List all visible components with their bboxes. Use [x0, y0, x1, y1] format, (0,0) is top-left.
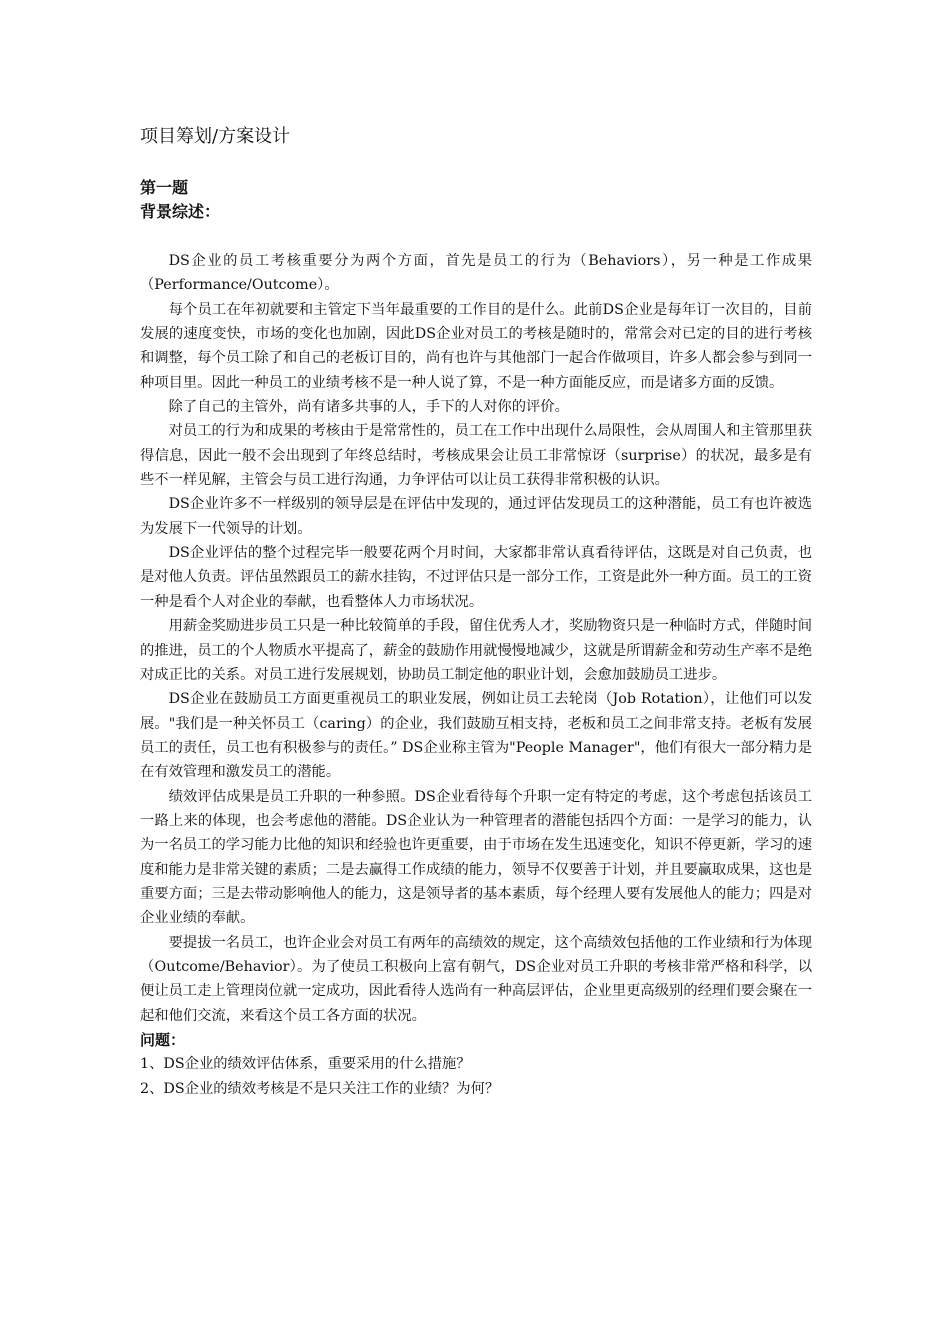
case-body — [140, 249, 812, 1101]
paragraph: DS企业在鼓励员工方面更重视员工的职业发展，例如让员工去轮岗（Job Rotation），让他们可以发展。"我们是一种关怀员工（caring）的企业，我们鼓励互相支持，老板和员工之间非常支持。老板有发展员工的责任，员工也有积极参与的责任。” DS企业称主管为"People Manager"，他们有很大一部分精力是在有效管理和激发员工的潜能。 — [140, 691, 812, 781]
document-title: 项目筹划/方案设计 — [140, 126, 291, 147]
paragraph: 每个员工在年初就要和主管定下当年最重要的工作目的是什么。此前DS企业是每年订一次目的，目前发展的速度变快，市场的变化也加剧，因此DS企业对员工的考核是随时的，常常会对已定的目的进行考核和调整，每个员工除了和自己的老板订目的，尚有也许与其他部门一起合作做项目，许多人都会参与到同一种项目里。因此一种员工的业绩考核不是一种人说了算，不是一种方面能反应，而是诸多方面的反馈。 — [140, 301, 812, 391]
paragraph: 要提拔一名员工，也许企业会对员工有两年的高绩效的规定，这个高绩效包括他的工作业绩和行为体现（Outcome/Behavior）。为了使员工积极向上富有朝气，DS企业对员工升职的考核非常严格和科学，以便让员工走上管理岗位就一定成功，因此看待人选尚有一种高层评估，企业里更高级别的经理们要会聚在一起和他们交流，来看这个员工各方面的状况。 — [140, 934, 812, 1024]
question-item: 1、DS企业的绩效评估体系，重要采用的什么措施？ — [140, 1056, 471, 1073]
paragraph: 用薪金奖励进步员工只是一种比较简单的手段，留住优秀人才，奖励物资只是一种临时方式，伴随时间的推进，员工的个人物质水平提高了，薪金的鼓励作用就慢慢地减少，这就是所谓薪金和劳动生产率不是绝对成正比的关系。对员工进行发展规划，协助员工制定他的职业计划，会愈加鼓励员工进步。 — [140, 618, 812, 683]
paragraph: DS企业许多不一样级别的领导层是在评估中发现的，通过评估发现员工的这种潜能，员工有也许被选为发展下一代领导的计划。 — [140, 496, 812, 537]
paragraph: DS企业的员工考核重要分为两个方面，首先是员工的行为（Behaviors），另一种是工作成果（Performance/Outcome）。 — [140, 253, 812, 294]
paragraph: 对员工的行为和成果的考核由于是常常性的，员工在工作中出现什么局限性，会从周围人和主管那里获得信息，因此一般不会出现到了年终总结时，考核成果会让员工非常惊讶（surprise）的状况，最多是有些不一样见解，主管会与员工进行沟通，力争评估可以让员工获得非常积极的认识。 — [140, 423, 812, 489]
paragraph: DS企业评估的整个过程完毕一般要花两个月时间，大家都非常认真看待评估，这既是对自己负责，也是对他人负责。评估虽然跟员工的薪水挂钩，不过评估只是一部分工作，工资是此外一种方面。员工的工资一种是看个人对企业的奉献，也看整体人力市场状况。 — [140, 545, 812, 610]
paragraph: 绩效评估成果是员工升职的一种参照。DS企业看待每个升职一定有特定的考虑，这个考虑包括该员工一路上来的体现，也会考虑他的潜能。DS企业认为一种管理者的潜能包括四个方面：一是学习的能力，认为一名员工的学习能力比他的知识和经验也许更重要，由于市场在发生迅速变化，知识不停更新，学习的速度和能力是非常关键的素质；二是去赢得工作成绩的能力，领导不仅要善于计划，并且要赢取成果，这也是重要方面；三是去带动影响他人的能力，这是领导者的基本素质，每个经理人要有发展他人的能力；四是对企业业绩的奉献。 — [140, 788, 812, 927]
questions-heading: 问题： — [140, 1031, 186, 1049]
paragraph: 除了自己的主管外，尚有诸多共事的人，手下的人对你的评价。 — [168, 399, 569, 416]
section-title: 第一题 — [140, 178, 189, 197]
background-heading: 背景综述： — [140, 202, 221, 221]
question-item: 2、DS企业的绩效考核是不是只关注工作的业绩？为何？ — [140, 1080, 500, 1097]
